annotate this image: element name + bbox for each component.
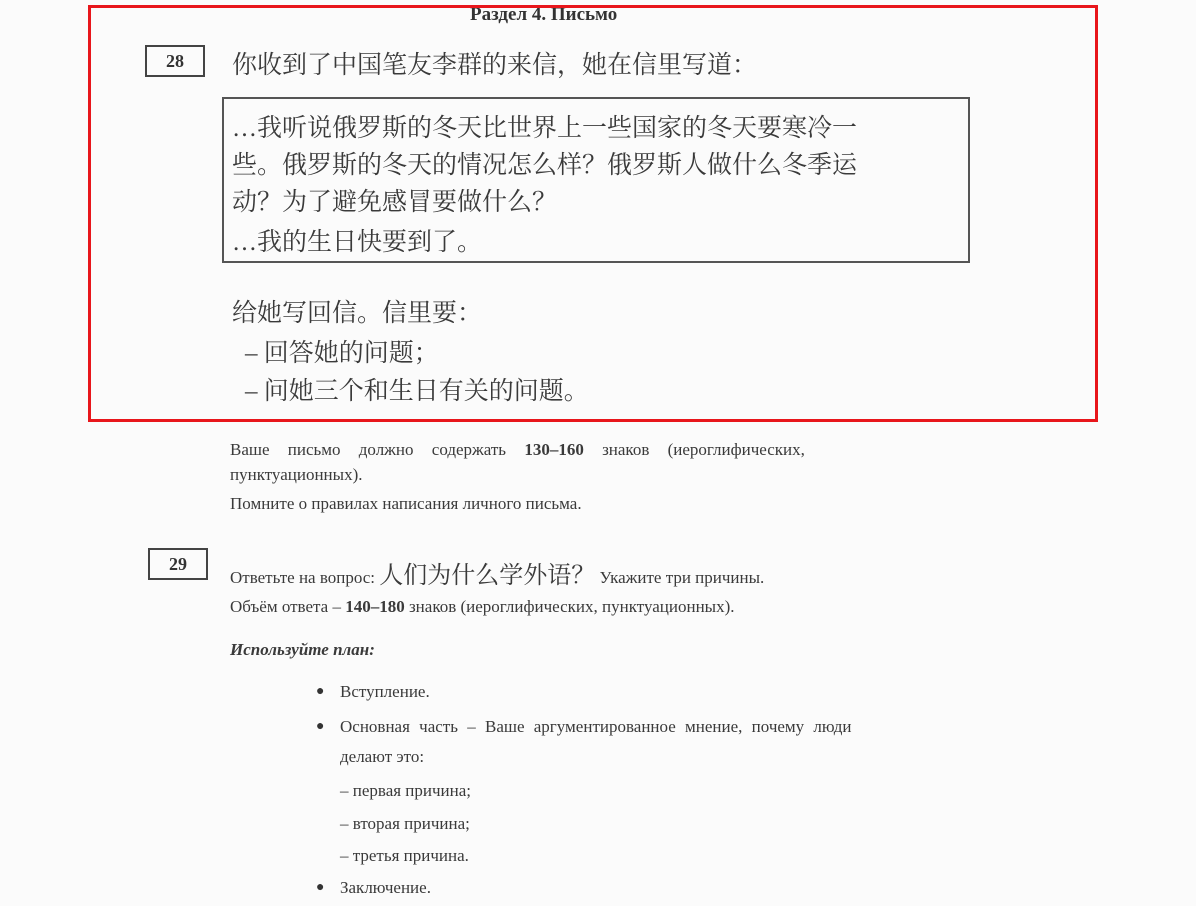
volume-requirement xyxy=(230,597,735,617)
length-text: знаков (иероглифических, xyxy=(583,440,805,459)
volume-text: Объём ответа – xyxy=(230,597,346,616)
task29-question xyxy=(230,555,764,590)
length-text: Ваше письмо должно содержать xyxy=(230,440,525,459)
letter-line: 些。俄罗斯的冬天的情况怎么样？俄罗斯人做什么冬季运 xyxy=(232,152,858,179)
task-number-29: 29 xyxy=(148,548,208,580)
length-requirement-cont: пунктуационных). xyxy=(230,465,363,484)
length-value: 130–160 xyxy=(524,440,584,459)
bullet-icon: ● xyxy=(316,684,325,699)
task28-instruction: 给她写回信。信里要： xyxy=(232,300,483,327)
question-chinese: 人们为什么学外语？ xyxy=(379,563,596,589)
letter-line: 动？为了避免感冒要做什么？ xyxy=(232,189,558,216)
requirement-item: – 回答她的问题； xyxy=(245,340,439,367)
plan-item: Основная часть – Ваше аргументированное мнение, почему люди xyxy=(340,717,852,736)
section-title: Раздел 4. Письмо xyxy=(470,4,618,25)
plan-item: Вступление. xyxy=(340,682,430,701)
requirement-item: – 问她三个和生日有关的问题。 xyxy=(245,378,589,405)
question-prefix: Ответьте на вопрос: xyxy=(230,568,380,587)
plan-title: Используйте план: xyxy=(230,640,375,659)
letter-line: …我听说俄罗斯的冬天比世界上一些国家的冬天要寒冷一 xyxy=(232,115,858,142)
volume-value: 140–180 xyxy=(345,597,405,616)
reminder: Помните о правилах написания личного письма. xyxy=(230,494,582,513)
plan-subitem: – вторая причина; xyxy=(340,814,470,833)
task-number-28: 28 xyxy=(145,45,205,77)
letter-line: …我的生日快要到了。 xyxy=(232,229,483,256)
question-suffix: Укажите три причины. xyxy=(595,568,765,587)
bullet-icon: ● xyxy=(316,719,325,734)
plan-subitem: – третья причина. xyxy=(340,846,469,865)
task28-intro: 你收到了中国笔友李群的来信，她在信里写道： xyxy=(232,52,758,79)
bullet-icon: ● xyxy=(316,880,325,895)
plan-item: Заключение. xyxy=(340,878,431,897)
length-requirement xyxy=(230,440,805,460)
plan-item: делают это: xyxy=(340,747,425,766)
volume-text: знаков (иероглифических, пунктуационных). xyxy=(404,597,735,616)
plan-subitem: – первая причина; xyxy=(340,781,472,800)
